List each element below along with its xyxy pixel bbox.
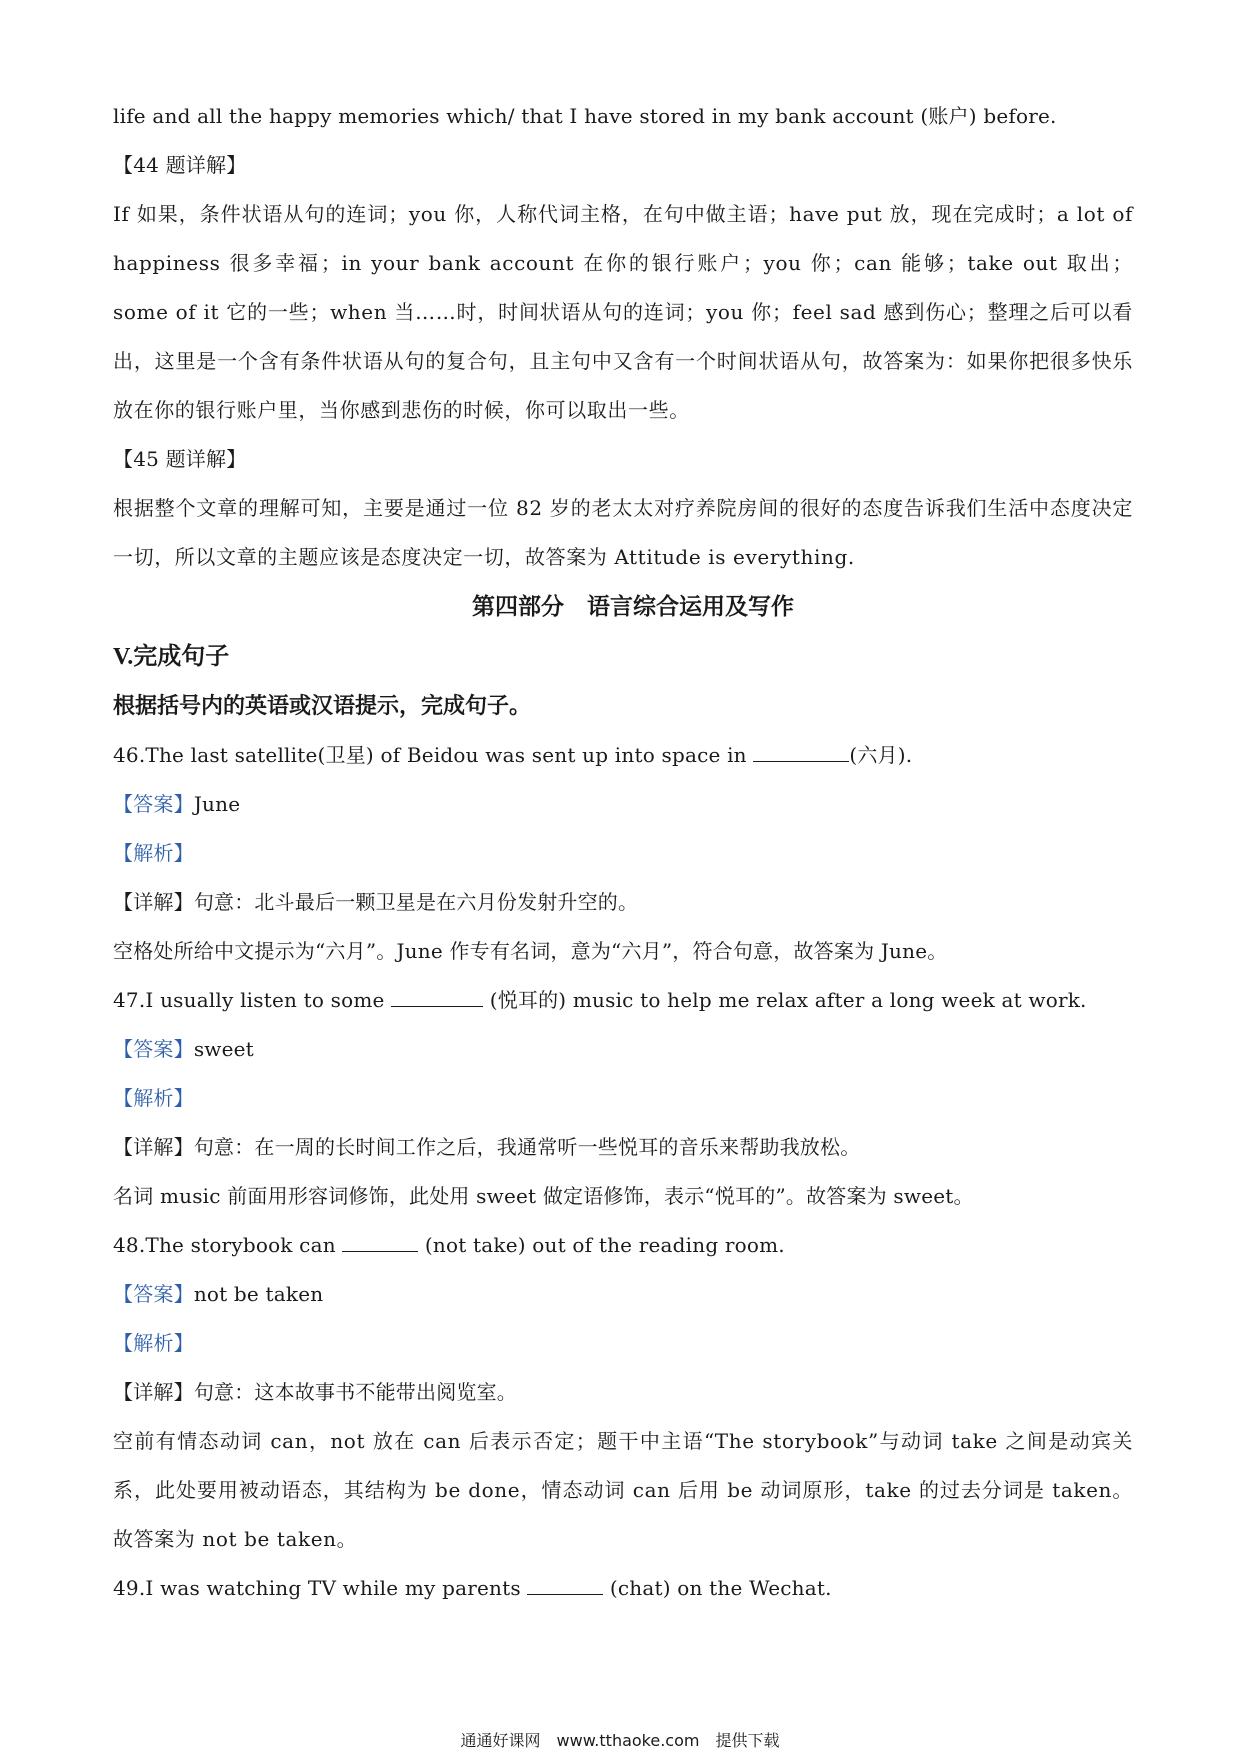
answer-label: 【答案】	[113, 792, 194, 816]
q48-text-after: (not take) out of the reading room.	[418, 1233, 785, 1257]
q46-analysis-row	[113, 829, 1133, 878]
answer-label: 【答案】	[113, 1037, 194, 1061]
q46-answer: June	[193, 792, 241, 816]
q44-explanation: If 如果，条件状语从句的连词；you 你，人称代词主格，在句中做主语；have put 放，现在完成时；a lot of happiness 很多幸福；in your bank account 在你的银行账户；you 你；can 能够；take out 取出；some of it 它的一些；when 当……时，时间状语从句的连词；you 你；feel sad 感到伤心；整理之后可以看出，这里是一个含有条件状语从句的复合句，且主句中又含有一个时间状语从句，故答案为：如果你把很多快乐放在你的银行账户里，当你感到悲伤的时候，你可以取出一些。	[113, 202, 1133, 422]
document-page	[113, 92, 1133, 1613]
section-title: V.完成句子	[113, 644, 230, 670]
detail-label: 【详解】	[113, 890, 194, 914]
q47-question	[113, 976, 1133, 1025]
part-title: 第四部分 语言综合运用及写作	[472, 593, 794, 620]
q49-question	[113, 1564, 1133, 1613]
q49-blank	[527, 1576, 603, 1595]
q46-explain: 空格处所给中文提示为“六月”。June 作专有名词，意为“六月”，符合句意，故答案为 June。	[113, 939, 948, 963]
q49-text-before: 49.I was watching TV while my parents	[113, 1576, 528, 1600]
q48-text-before: 48.The storybook can	[113, 1233, 343, 1257]
answer-label: 【答案】	[113, 1282, 194, 1306]
analysis-label: 【解析】	[113, 841, 194, 865]
q47-analysis-row	[113, 1074, 1133, 1123]
q47-text-before: 47.I usually listen to some	[113, 988, 392, 1012]
q48-answer: not be taken	[193, 1282, 324, 1306]
q45-explanation: 根据整个文章的理解可知，主要是通过一位 82 岁的老太太对疗养院房间的很好的态度告诉我们生活中态度决定一切，所以文章的主题应该是态度决定一切，故答案为 Attitude is everything.	[113, 496, 1133, 569]
q48-detail-row	[113, 1368, 1133, 1417]
q46-detail: 句意：北斗最后一颗卫星是在六月份发射升空的。	[193, 890, 639, 914]
q46-text-before: 46.The last satellite(卫星) of Beidou was sent up into space in	[113, 743, 754, 767]
q47-detail-row	[113, 1123, 1133, 1172]
q46-blank	[753, 743, 849, 762]
q47-answer: sweet	[193, 1037, 254, 1061]
q45-heading: 【45 题详解】	[113, 447, 247, 471]
q46-text-after: (六月).	[849, 743, 913, 767]
q46-question	[113, 731, 1133, 780]
analysis-label: 【解析】	[113, 1086, 194, 1110]
q46-detail-row	[113, 878, 1133, 927]
q48-analysis-row	[113, 1319, 1133, 1368]
q46-answer-row	[113, 780, 1133, 829]
page-footer: 通通好课网 www.tthaoke.com 提供下载	[460, 1731, 780, 1750]
q47-answer-row	[113, 1025, 1133, 1074]
detail-label: 【详解】	[113, 1380, 194, 1404]
q48-detail: 句意：这本故事书不能带出阅览室。	[193, 1380, 518, 1404]
q48-question	[113, 1221, 1133, 1270]
instruction: 根据括号内的英语或汉语提示，完成句子。	[113, 693, 532, 719]
q49-text-after: (chat) on the Wechat.	[603, 1576, 832, 1600]
q48-blank	[342, 1233, 418, 1252]
q48-answer-row	[113, 1270, 1133, 1319]
q47-text-after: (悦耳的) music to help me relax after a long week at work.	[483, 988, 1087, 1012]
q44-heading: 【44 题详解】	[113, 153, 247, 177]
analysis-label: 【解析】	[113, 1331, 194, 1355]
intro-line: life and all the happy memories which/ that I have stored in my bank account (账户) before.	[113, 104, 1057, 128]
detail-label: 【详解】	[113, 1135, 194, 1159]
q47-detail: 句意：在一周的长时间工作之后，我通常听一些悦耳的音乐来帮助我放松。	[193, 1135, 861, 1159]
q47-explain: 名词 music 前面用形容词修饰，此处用 sweet 做定语修饰，表示“悦耳的”。故答案为 sweet。	[113, 1184, 974, 1208]
q47-blank	[391, 988, 483, 1007]
q48-explain: 空前有情态动词 can，not 放在 can 后表示否定；题干中主语“The storybook”与动词 take 之间是动宾关系，此处要用被动语态，其结构为 be done，情态动词 can 后用 be 动词原形，take 的过去分词是 taken。故答案为 not be taken。	[113, 1429, 1133, 1551]
